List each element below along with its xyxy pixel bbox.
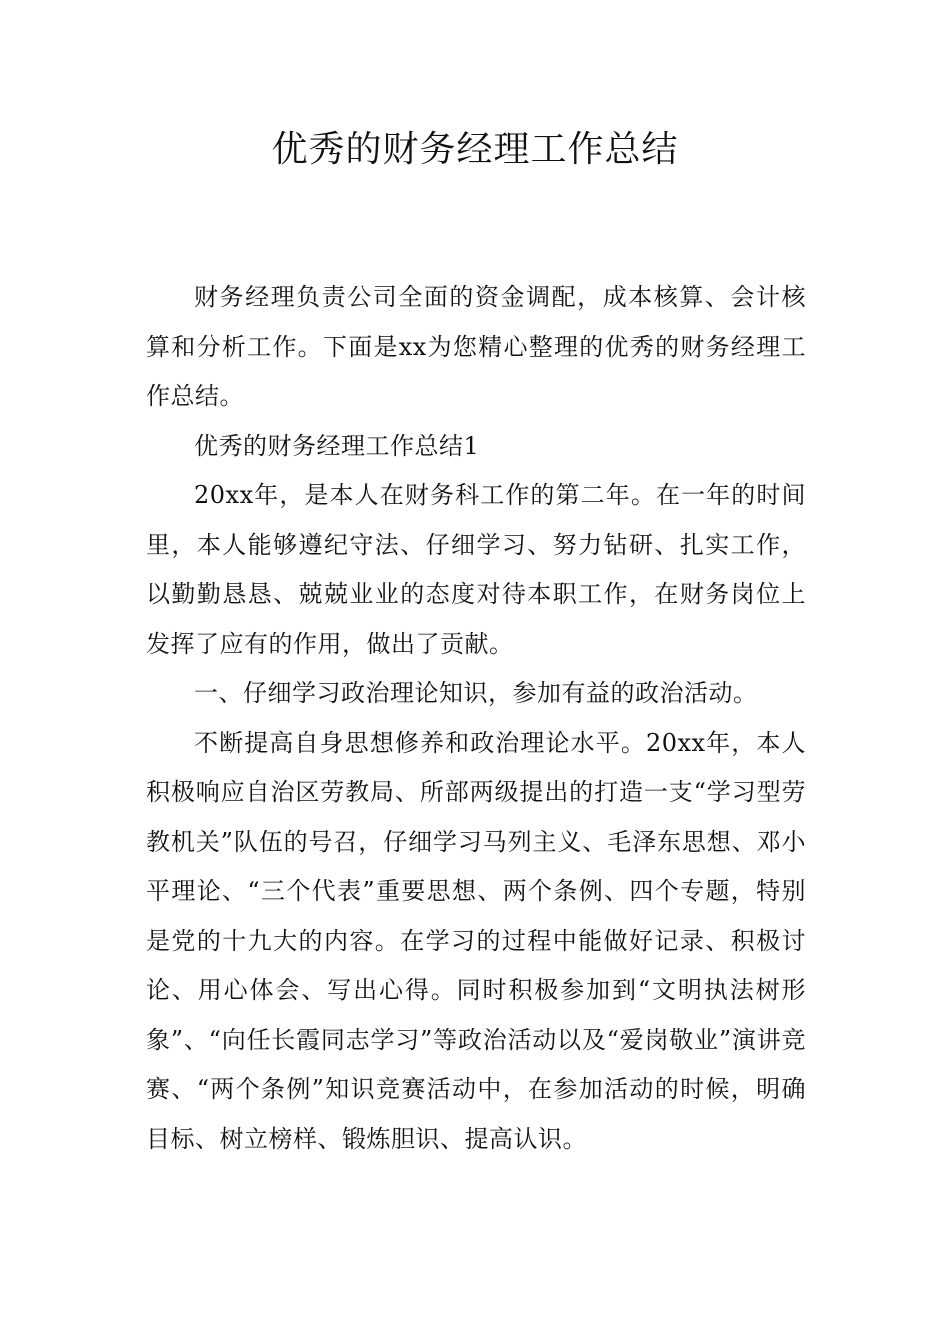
study-paragraph: 不断提高自身思想修养和政治理论水平。20xx年，本人积极响应自治区劳教局、所部两级提出的打造一支“学习型劳教机关”队伍的号召，仔细学习马列主义、毛泽东思想、邓小平理论、“三个代表”重要思想、两个条例、四个专题，特别是党的十九大的内容。在学习的过程中能做好记录、积极讨论、用心体会、写出心得。同时积极参加到“文明执法树形象”、“向任长霞同志学习”等政治活动以及“爱岗敬业”演讲竞赛、“两个条例”知识竞赛活动中，在参加活动的时候，明确目标、树立榜样、锻炼胆识、提高认识。 [146, 728, 806, 1153]
subheading-study: 一、仔细学习政治理论知识，参加有益的政治活动。 [194, 679, 758, 707]
section-heading-1: 优秀的财务经理工作总结1 [194, 431, 480, 460]
year-summary-paragraph: 20xx年，是本人在财务科工作的第二年。在一年的时间里，本人能够遵纪守法、仔细学习、努力钻研、扎实工作，以勤勤恳恳、兢兢业业的态度对待本职工作，在财务岗位上发挥了应有的作用，做出了贡献。 [146, 481, 806, 658]
document-title: 优秀的财务经理工作总结 [271, 129, 679, 170]
intro-paragraph: 财务经理负责公司全面的资金调配，成本核算、会计核算和分析工作。下面是xx为您精心整理的优秀的财务经理工作总结。 [146, 283, 806, 410]
document-body [146, 273, 806, 1164]
